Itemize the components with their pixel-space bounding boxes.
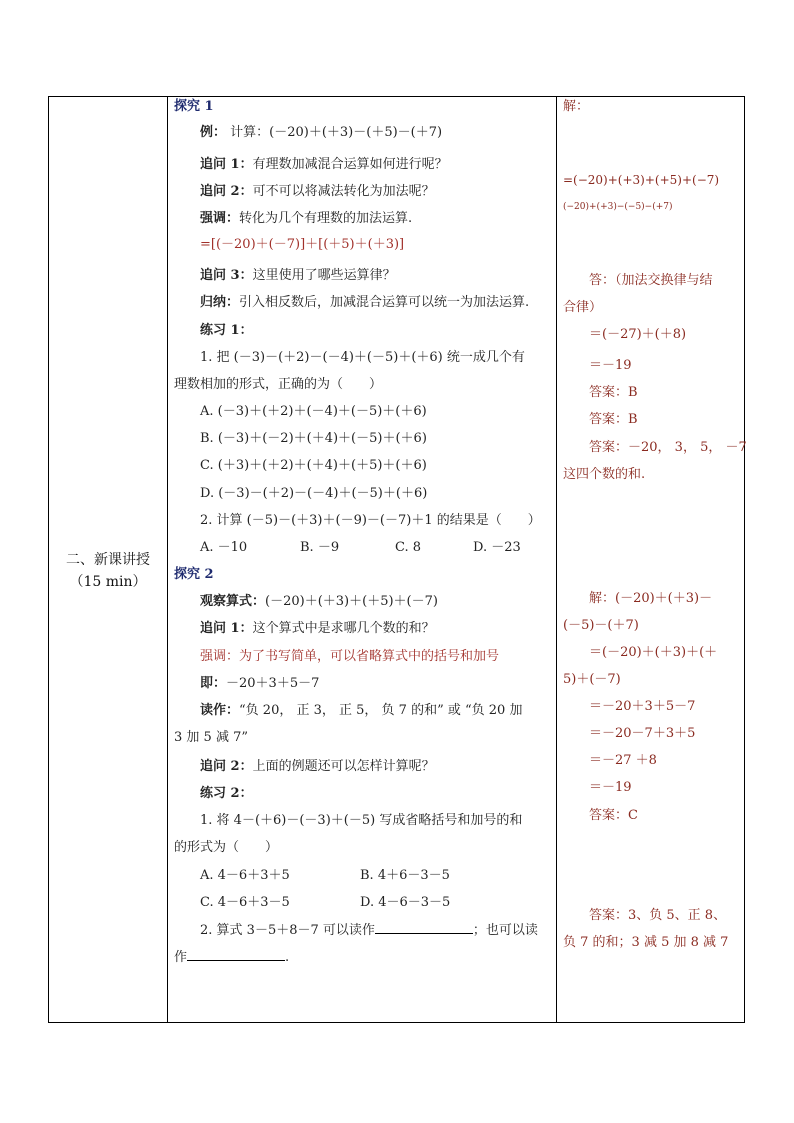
question1-text: 有理数加减混合运算如何进行呢？ (252, 157, 448, 172)
solution2-answer: 答案：C (589, 808, 638, 823)
practice1-option-c: C. (＋3)＋(＋2)＋(＋4)＋(＋5)＋(＋6) (200, 458, 427, 473)
practice1-heading: 练习 1： (200, 323, 253, 338)
q2-option-a: A. －10 (200, 540, 248, 555)
e2-emphasis-label: 强调： (200, 649, 240, 664)
p2-option-b: B. 4＋6－3－5 (360, 868, 450, 883)
section-title: 二、新课讲授 (66, 552, 150, 568)
summary-label: 归纳： (200, 295, 240, 310)
p2-option-a: A. 4－6＋3＋5 (200, 868, 290, 883)
solution-step2: ＝(－27)＋(＋8) (589, 327, 687, 342)
q2-option-c: C. 8 (395, 540, 422, 555)
example-text: 计算：(－20)＋(＋3)－(＋5)－(＋7) (230, 125, 443, 140)
p2-q2-text4: . (285, 950, 290, 965)
practice1-option-d: D. (－3)－(＋2)－(－4)＋(－5)＋(＋6) (200, 486, 428, 501)
answer-1: 答案：B (589, 385, 638, 400)
question1-line (200, 156, 448, 174)
e2-question2-text: 上面的例题还可以怎样计算呢？ (252, 759, 435, 774)
solution-step1: =(−20)+(+3)+(+5)+(−7) (563, 173, 720, 187)
q2-option-d: D. －23 (473, 540, 521, 555)
ie-text: －20＋3＋5－7 (226, 676, 320, 691)
observe-line (200, 593, 438, 611)
e2-emphasis-line (200, 648, 499, 666)
question2-label: 追问 2： (200, 184, 253, 199)
emphasis-text: 转化为几个有理数的加法运算. (239, 211, 413, 226)
practice2-options-ab (200, 867, 450, 885)
ie-label: 即： (200, 676, 227, 691)
law-answer-line1: 答：（加法交换律与结 (589, 273, 713, 288)
e2-emphasis-text: 为了书写简单，可以省略算式中的括号和加号 (239, 649, 500, 664)
question2-line (200, 183, 435, 201)
solution2-line5: ＝－20＋3＋5－7 (589, 699, 696, 714)
p2-q2-text1: 2. 算式 3－5＋8－7 可以读作 (200, 923, 375, 938)
regroup-expression: =[(－20)＋(－7)]＋[(＋5)＋(＋3)] (200, 237, 405, 252)
practice2-heading: 练习 2： (200, 786, 253, 801)
p2-q2-text2: ；也可以读 (472, 923, 538, 938)
answer-3-line1: 答案：－20， 3， 5， －7 (589, 440, 747, 455)
practice2-q2-line2 (174, 948, 289, 967)
read-line2: 3 加 5 减 7” (174, 730, 248, 745)
solve-label: 解： (563, 99, 590, 114)
read-text: “负 20， 正 3， 正 5， 负 7 的和” 或 “负 20 加 (239, 703, 523, 718)
p2-q2-text3: 作 (174, 950, 188, 965)
section-duration: （15 min） (69, 574, 147, 590)
explore2-heading: 探究 2 (174, 567, 214, 582)
question2-text: 可不可以将减法转化为加法呢？ (252, 184, 435, 199)
solution-step1-original: (−20)+(+3)−(−5)−(+7) (563, 202, 673, 212)
solution2-line1: 解：(－20)＋(＋3)－ (589, 591, 713, 606)
e2-question1-line (200, 620, 435, 638)
practice2-options-cd (200, 894, 450, 912)
e2-question1-label: 追问 1： (200, 621, 253, 636)
question1-label: 追问 1： (200, 157, 253, 172)
law-answer-line2: 合律） (563, 300, 603, 315)
teaching-content (167, 97, 555, 1022)
practice2-q2-line1 (200, 921, 538, 940)
practice2-q1-line2: 的形式为（ ） (174, 840, 279, 855)
practice1-q1-line1: 1. 把 (－3)－(＋2)－(－4)＋(－5)＋(＋6) 统一成几个有 (200, 350, 525, 365)
question3-text: 这里使用了哪些运算律？ (252, 268, 396, 283)
final-answer-line2: 负 7 的和；3 减 5 加 8 减 7 (563, 935, 729, 950)
lesson-table (48, 96, 745, 1023)
emphasis-label: 强调： (200, 211, 240, 226)
solution-step3: ＝－19 (589, 358, 632, 373)
p2-option-d: D. 4－6－3－5 (360, 895, 451, 910)
practice1-option-a: A. (－3)＋(＋2)＋(－4)＋(－5)＋(＋6) (200, 404, 427, 419)
practice1-q1-line2: 理数相加的形式，正确的为（ ） (174, 377, 383, 392)
summary-text: 引入相反数后，加减混合运算可以统一为加法运算. (239, 295, 530, 310)
p2-option-c: C. 4－6＋3－5 (200, 895, 290, 910)
explore1-heading: 探究 1 (174, 99, 214, 114)
section-label (49, 549, 167, 593)
solution2-line3: ＝(－20)＋(＋3)＋(＋ (589, 645, 718, 660)
answer-blank[interactable] (375, 921, 473, 934)
e2-question1-text: 这个算式中是求哪几个数的和？ (252, 621, 435, 636)
answer-2: 答案：B (589, 412, 638, 427)
read-line (200, 702, 522, 720)
answer-column (557, 97, 745, 1022)
example-label: 例： (200, 125, 227, 140)
emphasis-line (200, 210, 412, 228)
answer-blank[interactable] (187, 948, 285, 961)
observe-label: 观察算式： (200, 594, 266, 609)
answer-3-line2: 这四个数的和. (563, 467, 646, 482)
practice1-option-b: B. (－3)＋(－2)＋(＋4)＋(－5)＋(＋6) (200, 431, 427, 446)
solution2-line7: ＝－27 ＋8 (589, 753, 657, 768)
final-answer-line1: 答案：3、负 5、正 8、 (589, 908, 727, 923)
example-line (200, 124, 442, 142)
ie-line (200, 675, 319, 693)
read-label: 读作： (200, 703, 240, 718)
solution2-line8: ＝－19 (589, 780, 632, 795)
question3-line (200, 267, 396, 285)
solution2-line6: ＝－20－7＋3＋5 (589, 726, 696, 741)
e2-question2-line (200, 758, 435, 776)
practice1-q2: 2. 计算 (－5)－(＋3)＋(－9)－(－7)＋1 的结果是（ ） (200, 513, 541, 528)
practice1-q2-options (200, 539, 521, 557)
practice2-q1-line1: 1. 将 4－(＋6)－(－3)＋(－5) 写成省略括号和加号的和 (200, 813, 523, 828)
question3-label: 追问 3： (200, 268, 253, 283)
summary-line (200, 294, 529, 312)
solution2-line4: 5)＋(－7) (563, 672, 621, 687)
observe-text: (－20)＋(＋3)＋(＋5)＋(－7) (265, 594, 438, 609)
q2-option-b: B. －9 (300, 540, 340, 555)
solution2-line2: (－5)－(＋7) (563, 618, 639, 633)
e2-question2-label: 追问 2： (200, 759, 253, 774)
